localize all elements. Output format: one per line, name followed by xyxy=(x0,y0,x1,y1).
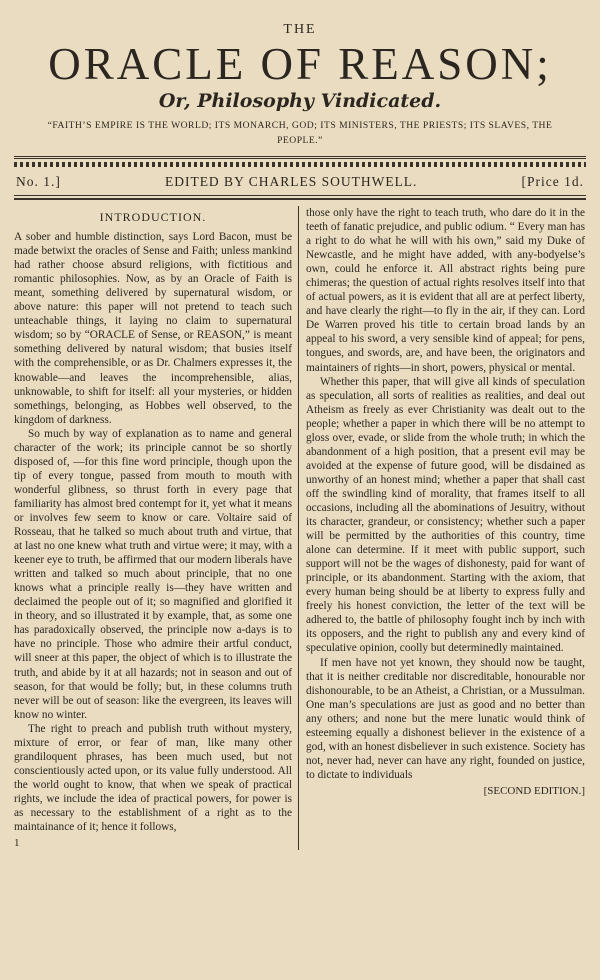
price: [Price 1d. xyxy=(521,174,584,189)
page-footer-right xyxy=(306,784,585,798)
newspaper-subtitle: Or, Philosophy Vindicated. xyxy=(158,90,442,112)
paragraph: The right to preach and publish truth without mystery, mixture of error, or fear of man, like many other grandiloquent phrases, has been much used, but not conscientiously acted upon, or its value fully understood. All the world ought to know, that when we speak of practical rights, we include the idea of practical powers, for power is as necessary to the establishment of a right as to the maintainance of it; hence it follows, xyxy=(14,722,292,834)
article-heading: INTRODUCTION. xyxy=(99,210,207,224)
divider-thick xyxy=(14,198,586,200)
paragraph: Whether this paper, that will give all kinds of speculation as speculation, all sorts of realities as realities, and deal out Atheism as freely as ever Christianity was dealt out to the people; whether a paper in which there will be no attempt to gloss over, evade, or slide from the whole truth; in which the abandonment of a high position, that a present evil may be avoided at the expense of future good, will be disdained as unworthy of an honest mind; whether a paper that shall cast off the swindling kind of morality, that frames itself to all occasions, including all the abominations of Jesuitry, without its character, grandeur, or consistency; whether such a paper will be permitted by the authorities of this country, time alone can determine. If it meet with public support, such support will not be the wages of dishonesty, paid for want of principle, or its abandonment. Starting with the axiom, that every human being should be at liberty to express fully and freely his honest conviction, the letter of the text will be adhered to, the battle of philosophy fought inch by inch with its opposers, and the right to publish any and every kind of speculative opinion, coolly but determinedly maintained. xyxy=(306,375,585,655)
title-prefix: THE xyxy=(283,22,317,37)
paragraph: So much by way of explanation as to name and general character of the work; its principle cannot be so shortly disposed of, —for this fine word principle, though upon the tip of every tongue, passed from mouth to mouth with wonderful glibness, so thrust forth in every page that familiarity has almost bred contempt for it, yet what it means or involves few seem to know or care. Voltaire said of Rosseau, that he talked so much about truth and virtue, that at last no one knew what truth and virtue were; it may, with a keener eye to truth, be affirmed that our modern liberals have written and talked so much about principle, that no one knows what a principle really is—they have written and declaimed the people out of it; so magnified and glorified it in theory, and so illustrated it by example, that, as some one has paradoxically observed, the principle now a-days is to have no principle. Those who admire their artful conduct, will sneer at this paper, the object of which is to illustrate the truth, and abide by it at all hazards; not in season and out of season, for that would be folly; but, in these columns truth never will be out of season: like the evergreen, its leaves will know no winter. xyxy=(14,427,292,721)
page-number: 1 xyxy=(14,837,20,850)
newspaper-title: ORACLE OF REASON; xyxy=(48,39,552,89)
divider-double xyxy=(14,156,586,159)
paragraph: If men have not yet known, they should now be taught, that it is neither creditable nor discreditable, honourable nor dishonourable, to be an Atheist, a Christian, or a Mussulman. One man’s speculations are just as good and no better than any others; and none but the mere lunatic would think of esteeming equally a dishonest believer in the existence of a god, with an honest disbeliever in such existence. Society has not, never had, never can have any right, founded on justice, to dictate to individuals xyxy=(306,656,585,781)
right-column xyxy=(298,206,585,850)
paragraph: those only have the right to teach truth, who dare do it in the teeth of fanatic prejudice, and public odium. “ Every man has a right to do what he will with his own,” said my Duke of Newcastle, and he might have added, with any-bodyelse’s own, could he enforce it. All abstract rights being pure chimeras; the question of actual rights resolves itself into that of actual powers, as it is evident that all are at perfect liberty, and have clearly the right—to fly in the air, if they can. Lord De Warren proved his title to certain broad lands by an appeal to his sword, a very sensible kind of appeal; for pens, tongues, and swords, are, and have been, the originators and maintainers of rights—in short, powers, physical or mental. xyxy=(306,207,585,374)
edition-note: [SECOND EDITION.] xyxy=(483,784,585,797)
motto: “FAITH’S EMPIRE IS THE WORLD; ITS MONARCH, GOD; ITS MINISTERS, THE PRIESTS; ITS SLAVES, THE PEOPLE.” xyxy=(47,120,553,146)
divider-thin xyxy=(14,195,586,196)
editor-line: EDITED BY CHARLES SOUTHWELL. xyxy=(164,174,418,189)
left-column xyxy=(14,206,298,850)
issue-number: No. 1.] xyxy=(16,174,61,189)
paragraph: A sober and humble distinction, says Lord Bacon, must be made betwixt the oracles of Sense and Faith; unless mankind had rather choose absurd religions, with fictitious and romantic philosophies. Now, as by an Oracle of Faith is meant, something delivered by supernatural wisdom, or above nature: this paper will not pretend to teach such unteachable things, it laying no claim to supernatural wisdom; so by “ORACLE of Sense, or REASON,” is meant something delivered by natural wisdom; that busies itself with the comprehensible, or as Dr. Chalmers expresses it, the knowable—and leaves the incomprehensible, alias, unknowable, to shift for itself: all your mysteries, or hidden somethings, belonging, as Hobbes well observed, to the kingdom of darkness. xyxy=(14,231,292,426)
issue-bar xyxy=(14,167,586,195)
page-footer-left xyxy=(14,836,292,850)
article-columns xyxy=(14,206,586,850)
